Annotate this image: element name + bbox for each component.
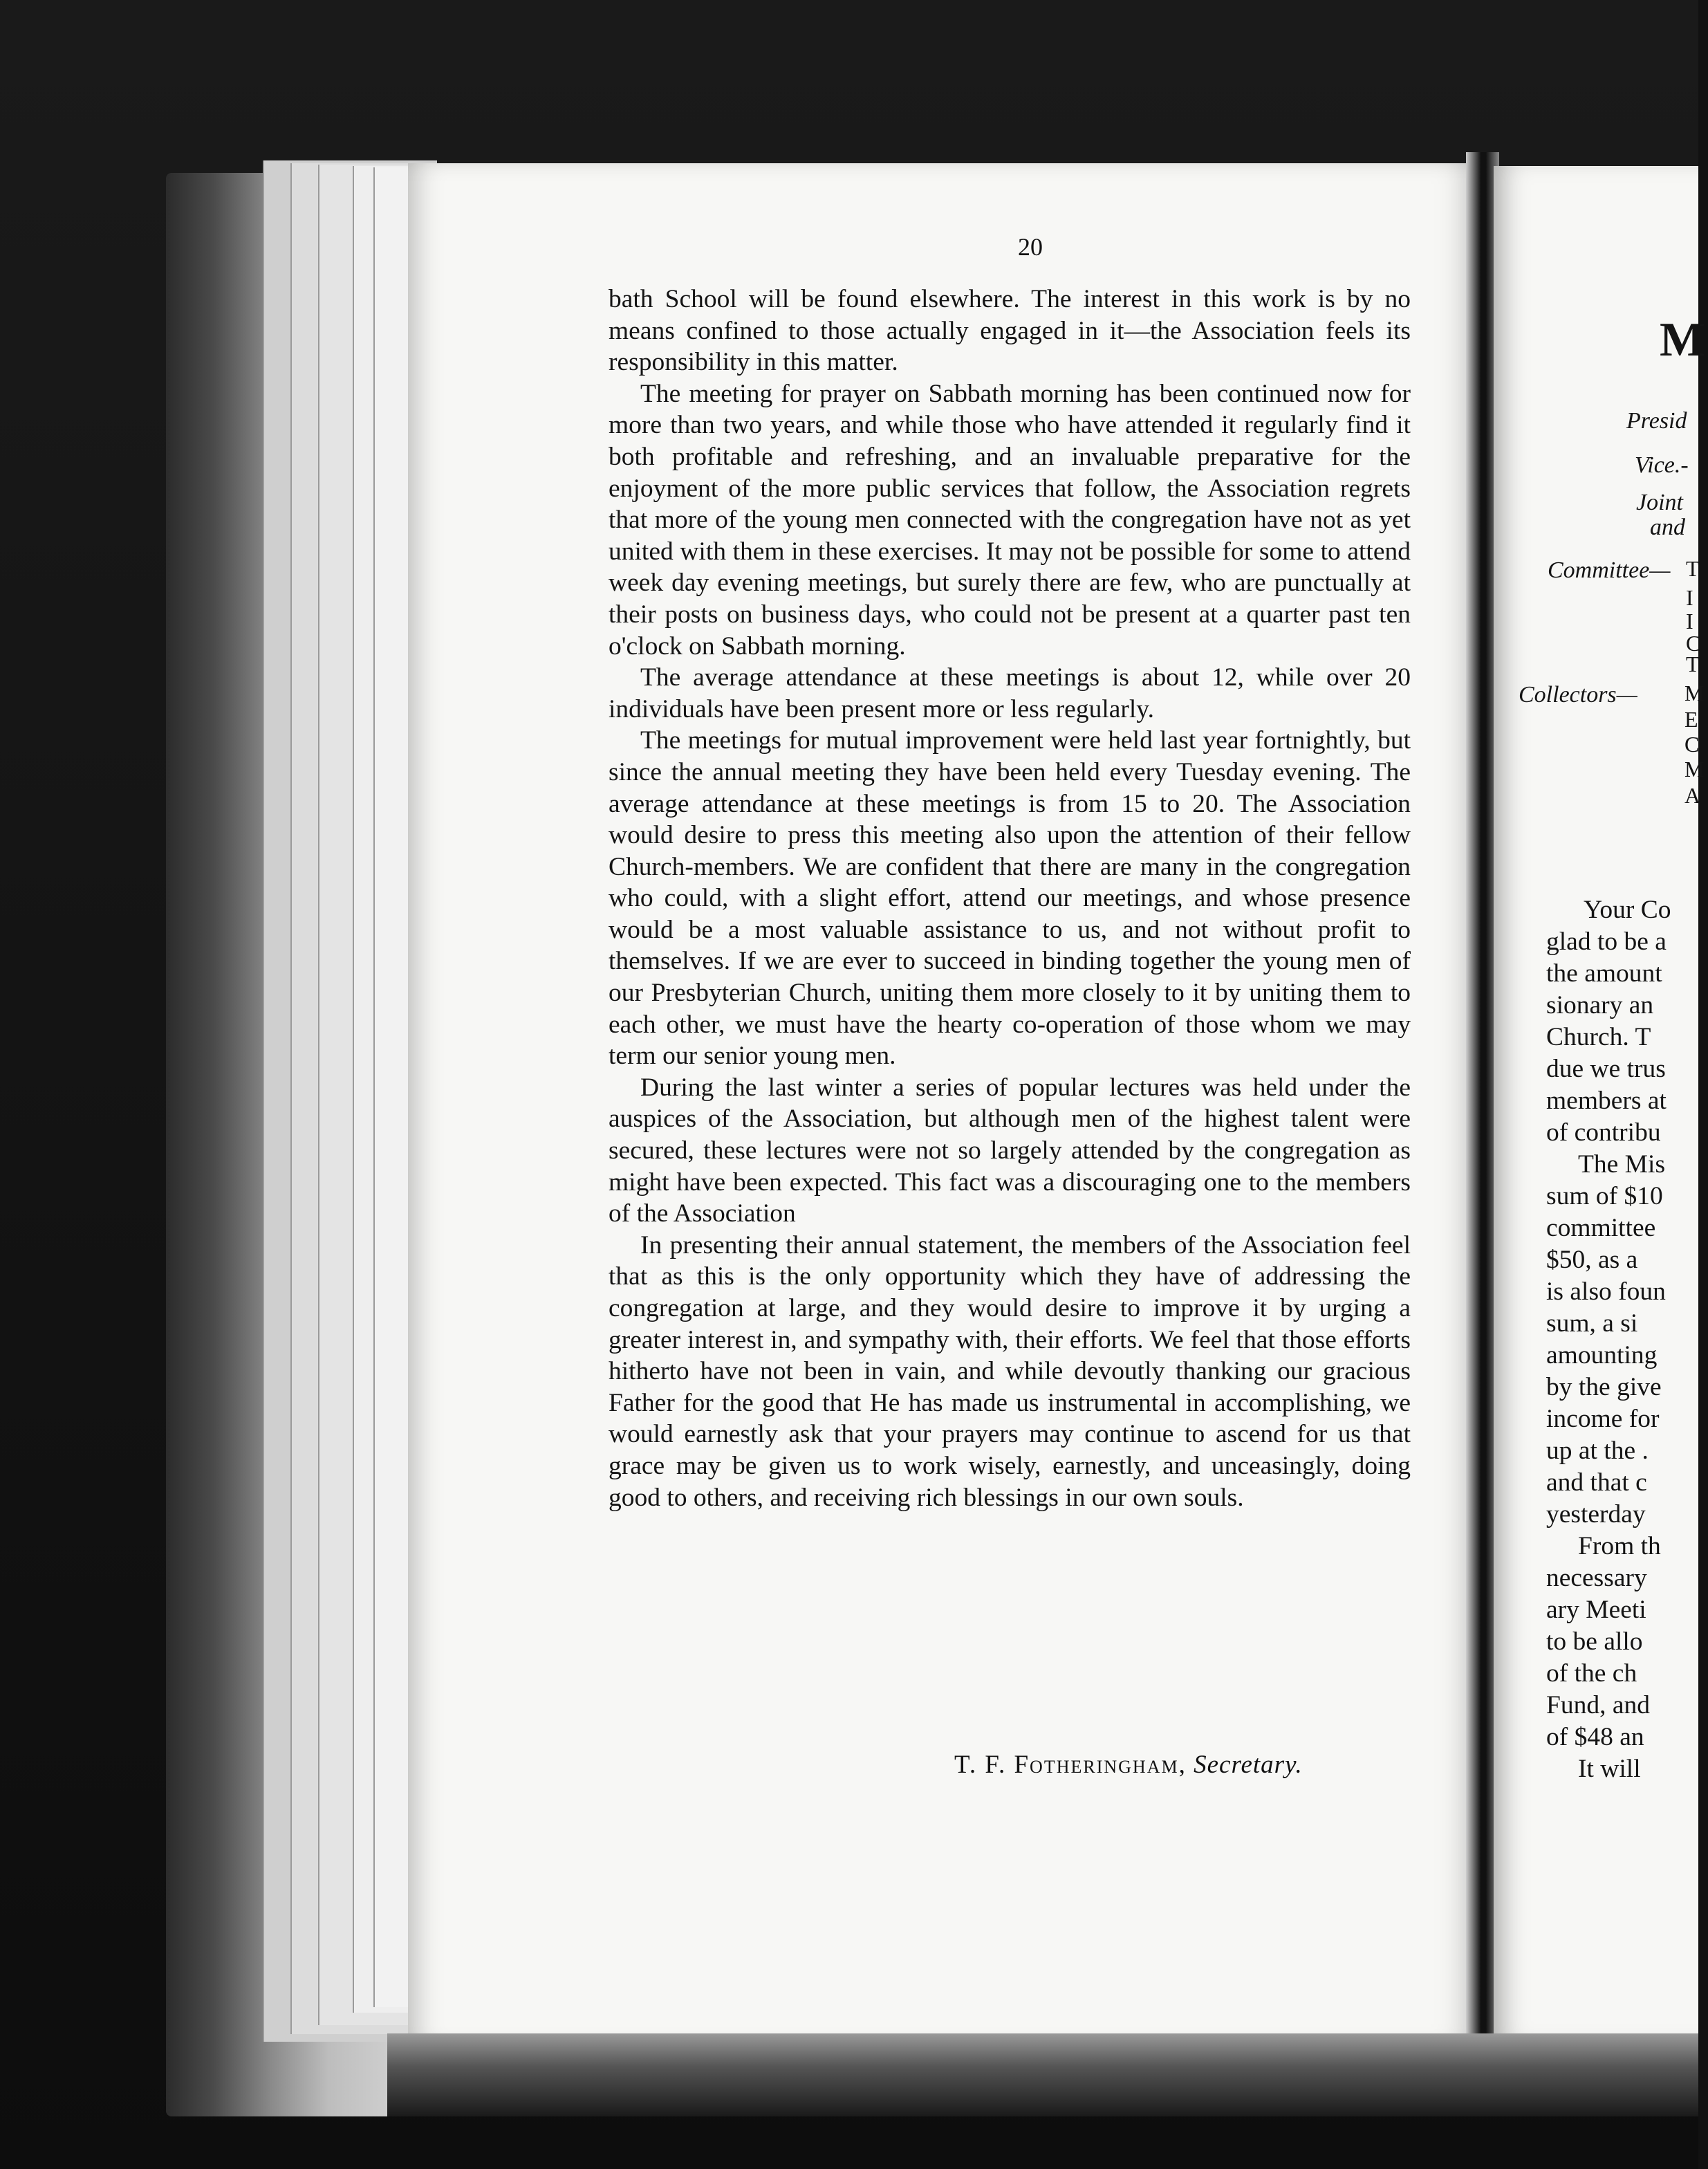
right-page-heading: M <box>1660 313 1708 367</box>
right-page-fragment: T <box>1686 556 1700 581</box>
paragraph: The meetings for mutual improvement were held last year fortnightly, but since the annual meeting they have been held every Tuesday evening. The average attendance at these meetings is from 15 to 20. The Association would desire to press this meeting also upon the attention of their fellow Church-members. We are confident that there are many in the congregation who could, with a slight effort, attend our meetings, and whose presence would be a most valuable assistance to us, and not without profit to themselves. If we are ever to succeed in binding together the young men of our Presbyterian Church, uniting them more closely to it by uniting them to each other, we must have the hearty co-operation of those whom we may term our senior young men. <box>609 726 1411 1071</box>
right-page-line: of $48 an <box>1546 1723 1644 1751</box>
right-page-line: From th <box>1578 1532 1661 1560</box>
right-page-line: to be allo <box>1546 1627 1643 1656</box>
right-page-line: of contribu <box>1546 1118 1661 1147</box>
paragraph: During the last winter a series of popular lectures was held under the auspices of the Association, but although men of the highest talent were secured, these lectures were not so largely attended by the congregation as might have been expected. This fact was a discouraging one to the members of the Association <box>609 1073 1411 1228</box>
right-page-line: sum of $10 <box>1546 1182 1663 1210</box>
right-page-line: glad to be a <box>1546 927 1667 956</box>
paragraph: bath School will be found elsewhere. The interest in this work is by no means confined to those actually engaged in it—the Association feels its responsibility in this matter. <box>609 285 1411 377</box>
right-page-line: $50, as a <box>1546 1246 1638 1274</box>
right-page-line: Fund, and <box>1546 1691 1650 1719</box>
body-text <box>609 284 1411 1513</box>
right-page-line: committee <box>1546 1214 1656 1242</box>
right-page-line: necessary <box>1546 1564 1647 1592</box>
right-page-line: yesterday <box>1546 1500 1646 1529</box>
right-page-line: sionary an <box>1546 991 1654 1019</box>
right-page-label: Presid <box>1626 408 1687 434</box>
right-page-line: and that c <box>1546 1468 1647 1497</box>
right-page-line: the amount <box>1546 959 1662 988</box>
right-page-line: It will <box>1578 1755 1641 1783</box>
paragraph: The average attendance at these meetings is about 12, while over 20 individuals have been present more or less regularly. <box>609 663 1411 723</box>
right-page-line: members at <box>1546 1087 1667 1115</box>
page-number: 20 <box>1018 233 1043 261</box>
right-page-fragment: A <box>1684 783 1701 808</box>
right-page-line: amounting <box>1546 1341 1658 1369</box>
right-page-label: Joint <box>1636 490 1683 515</box>
right-page-fragment: C <box>1686 631 1701 656</box>
right-page-label: and <box>1650 515 1685 540</box>
right-page-line: ary Meeti <box>1546 1596 1646 1624</box>
secretary-title: Secretary. <box>1194 1751 1303 1779</box>
right-page-line: of the ch <box>1546 1659 1637 1688</box>
right-page-line: up at the . <box>1546 1437 1649 1465</box>
right-page-line: Church. T <box>1546 1023 1651 1051</box>
right-page-fragment: M <box>1684 681 1705 705</box>
right-page-fragment: I <box>1686 609 1693 634</box>
right-page-fragment: C <box>1684 732 1700 757</box>
right-page-line: due we trus <box>1546 1055 1666 1083</box>
right-page-line: sum, a si <box>1546 1309 1638 1338</box>
right-page-label: Committee— <box>1548 557 1671 583</box>
paragraph: The meeting for prayer on Sabbath morning has been continued now for more than two years, and while those who have attended it regularly find it both profitable and refreshing, and an invaluable preparative for the enjoyment of the more public services that follow, the Association regrets that more of the young men connected with the congregation have not as yet united with them in these exercises. It may not be possible for some to attend week day evening meetings, but surely there are few, who are punctually at their posts on business days, who could not be present at a quarter past ten o'clock on Sabbath morning. <box>609 379 1411 661</box>
paragraph: In presenting their annual statement, the members of the Association feel that as this is the only opportunity which they have of addressing the congregation at large, and they would desire to improve it by urging a greater interest in, and sympathy with, their efforts. We feel that those efforts hitherto have not been in vain, and while devoutly thanking our gracious Father for the good that He has made us instrumental in accomplishing, we would earnestly ask that your prayers may continue to ascend for us that grace may be given us to work wisely, earnestly, and unceasingly, doing good to others, and receiving rich blessings in our own souls. <box>609 1230 1411 1512</box>
right-page-line: The Mis <box>1578 1150 1666 1179</box>
right-page-fragment: I <box>1686 585 1693 610</box>
right-page-line: Your Co <box>1584 896 1671 924</box>
right-page-fragment: E <box>1684 707 1698 732</box>
right-page-line: income for <box>1546 1405 1660 1433</box>
right-page-label: Vice.- <box>1635 452 1689 478</box>
right-page-line: by the give <box>1546 1373 1662 1401</box>
right-page-fragment: M <box>1684 757 1705 782</box>
book-bottom-shadow <box>387 2033 1698 2116</box>
right-page-label: Collectors— <box>1519 682 1637 708</box>
secretary-name: T. F. Fotheringham, <box>954 1751 1187 1779</box>
right-page-fragment: T <box>1686 652 1700 676</box>
right-page-line: is also foun <box>1546 1277 1666 1306</box>
signature-line <box>954 1750 1424 1780</box>
